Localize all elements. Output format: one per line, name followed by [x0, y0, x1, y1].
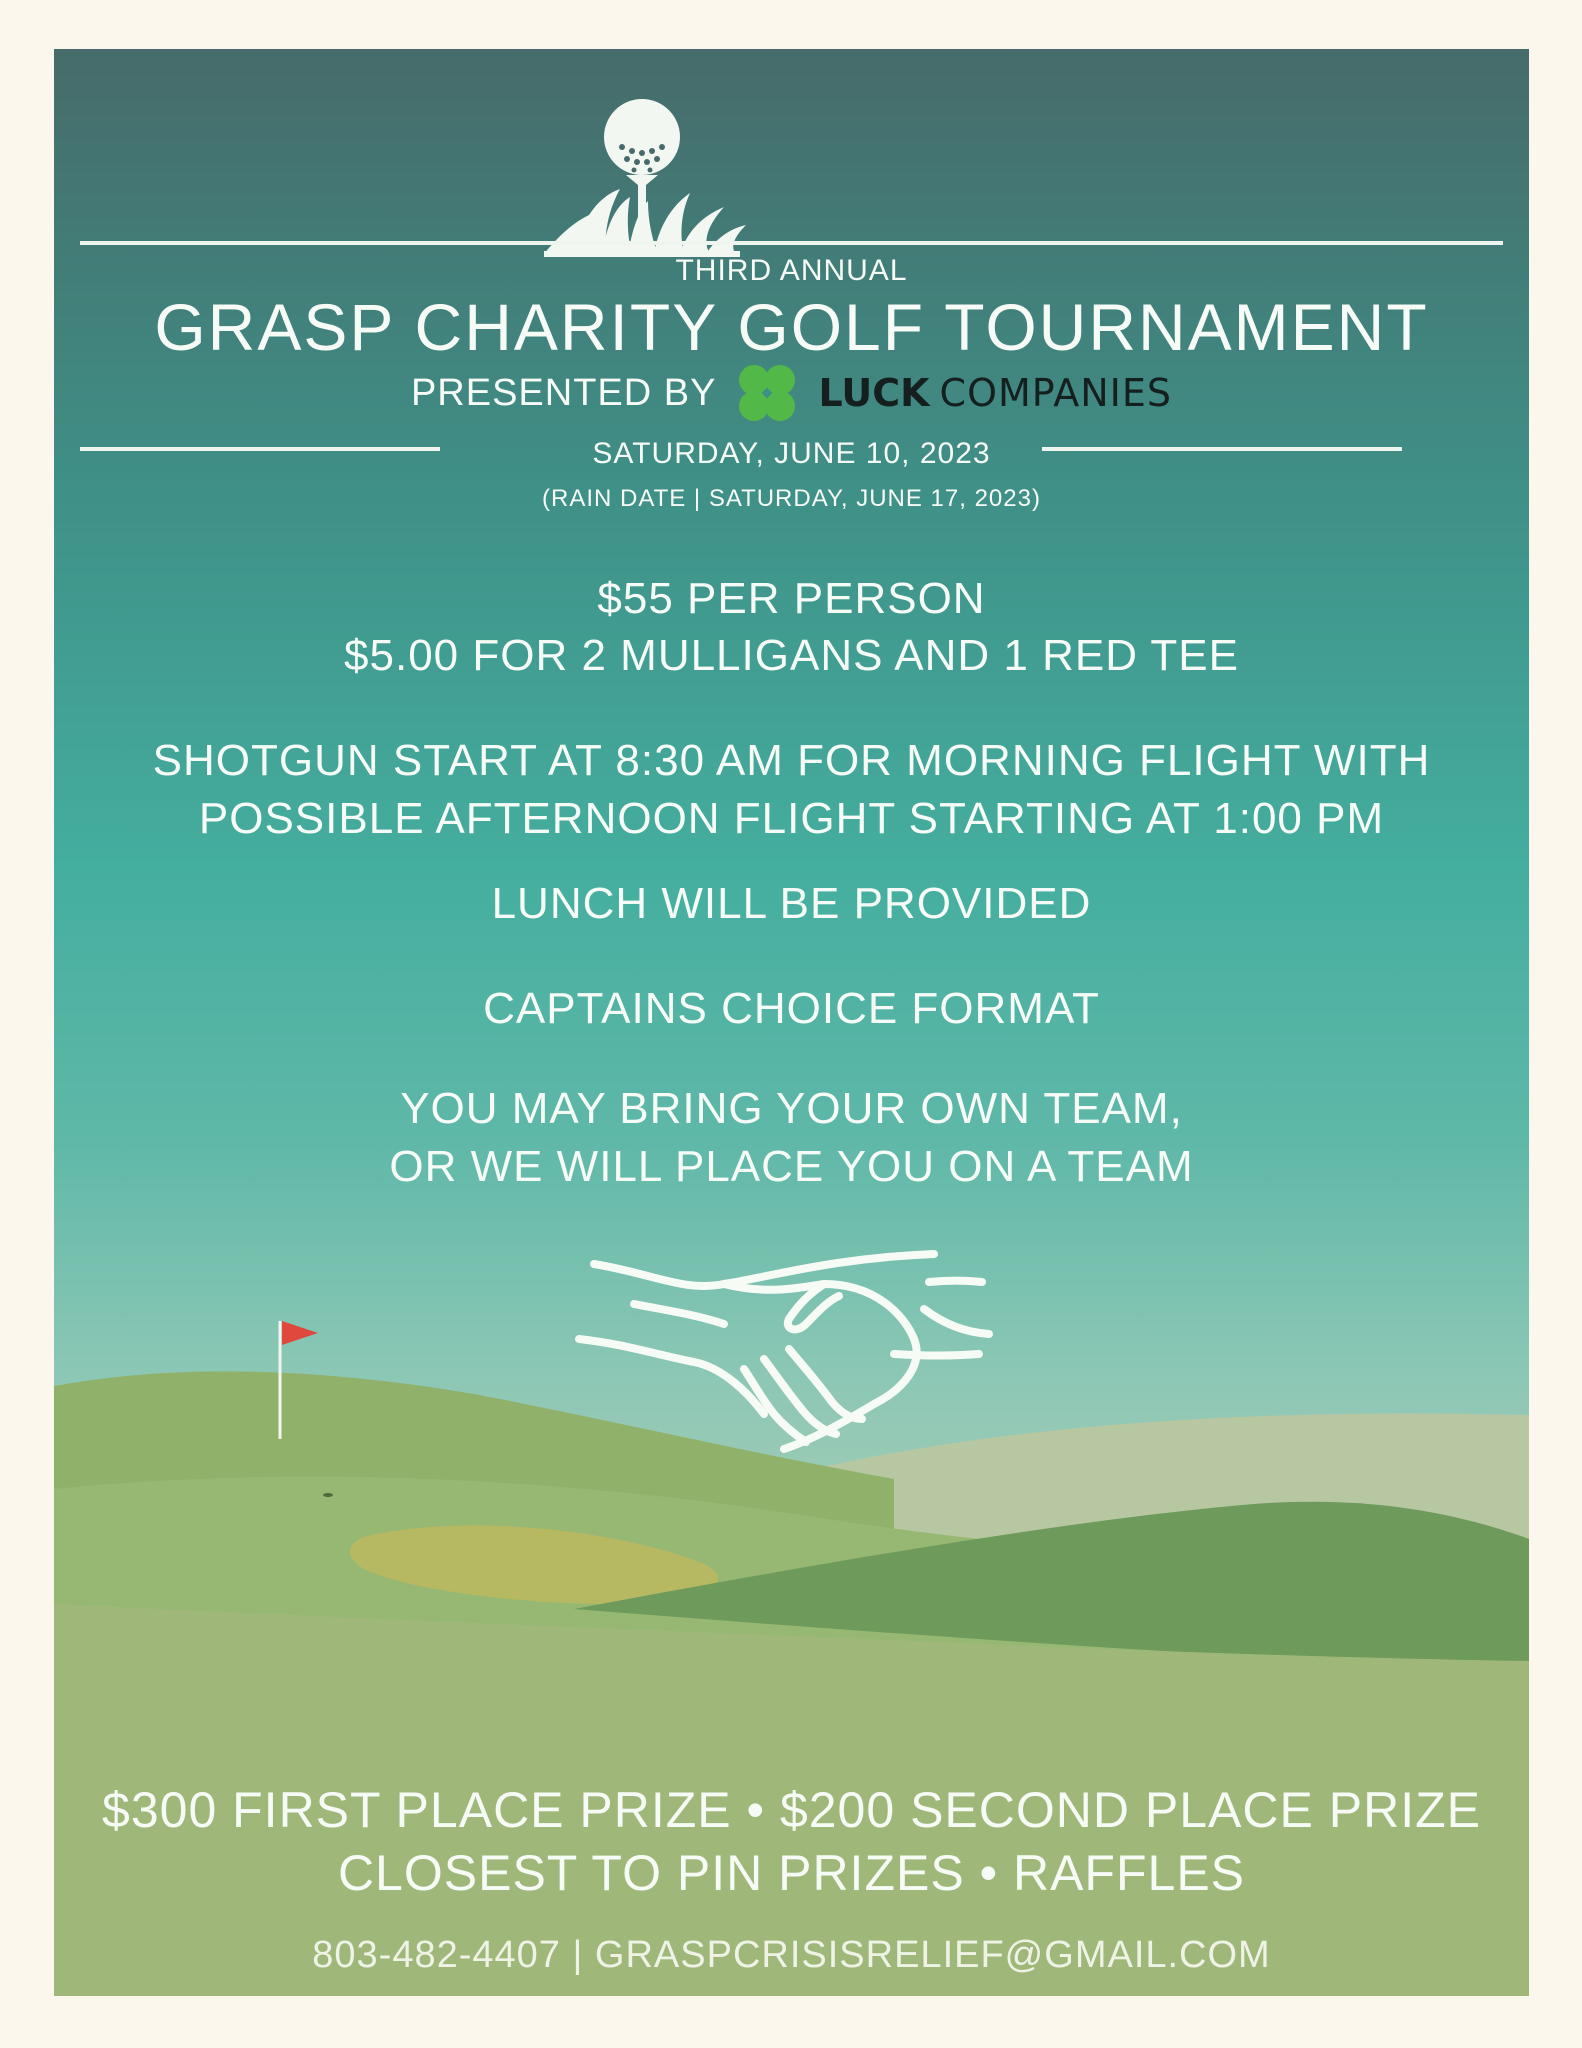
format-info: CAPTAINS CHOICE FORMAT: [483, 984, 1100, 1033]
clover-icon: [732, 358, 802, 428]
golf-ball-on-tee-icon: [514, 79, 769, 264]
handshake-icon: [574, 1244, 994, 1464]
prizes-line-1: $300 FIRST PLACE PRIZE • $200 SECOND PLACE PRIZE: [102, 1782, 1481, 1838]
rain-date: (RAIN DATE | SATURDAY, JUNE 17, 2023): [542, 485, 1041, 512]
sponsor-name-bold: LUCK: [818, 371, 930, 415]
team-line-2: OR WE WILL PLACE YOU ON A TEAM: [389, 1142, 1194, 1191]
team-line-1: YOU MAY BRING YOUR OWN TEAM,: [400, 1084, 1183, 1133]
mulligans-info: $5.00 FOR 2 MULLIGANS AND 1 RED TEE: [344, 631, 1239, 680]
event-date: SATURDAY, JUNE 10, 2023: [592, 437, 991, 470]
page-title: GRASP CHARITY GOLF TOURNAMENT: [154, 290, 1429, 364]
sponsor-name-rest: COMPANIES: [939, 371, 1173, 415]
top-divider: [80, 241, 1503, 245]
start-time-line-1: SHOTGUN START AT 8:30 AM FOR MORNING FLIGHT WITH: [152, 736, 1431, 785]
lunch-info: LUNCH WILL BE PROVIDED: [491, 879, 1092, 928]
flyer: [54, 49, 1529, 1996]
subtitle: THIRD ANNUAL: [675, 254, 908, 287]
start-time-line-2: POSSIBLE AFTERNOON FLIGHT STARTING AT 1:00 PM: [198, 794, 1385, 843]
price: $55 PER PERSON: [597, 574, 986, 623]
presented-by-label: PRESENTED BY: [410, 371, 717, 414]
prizes-line-2: CLOSEST TO PIN PRIZES • RAFFLES: [337, 1845, 1246, 1901]
contact-info: 803-482-4407 | GRASPCRISISRELIEF@GMAIL.COM: [312, 1934, 1271, 1976]
presented-by-row: [54, 358, 1529, 428]
